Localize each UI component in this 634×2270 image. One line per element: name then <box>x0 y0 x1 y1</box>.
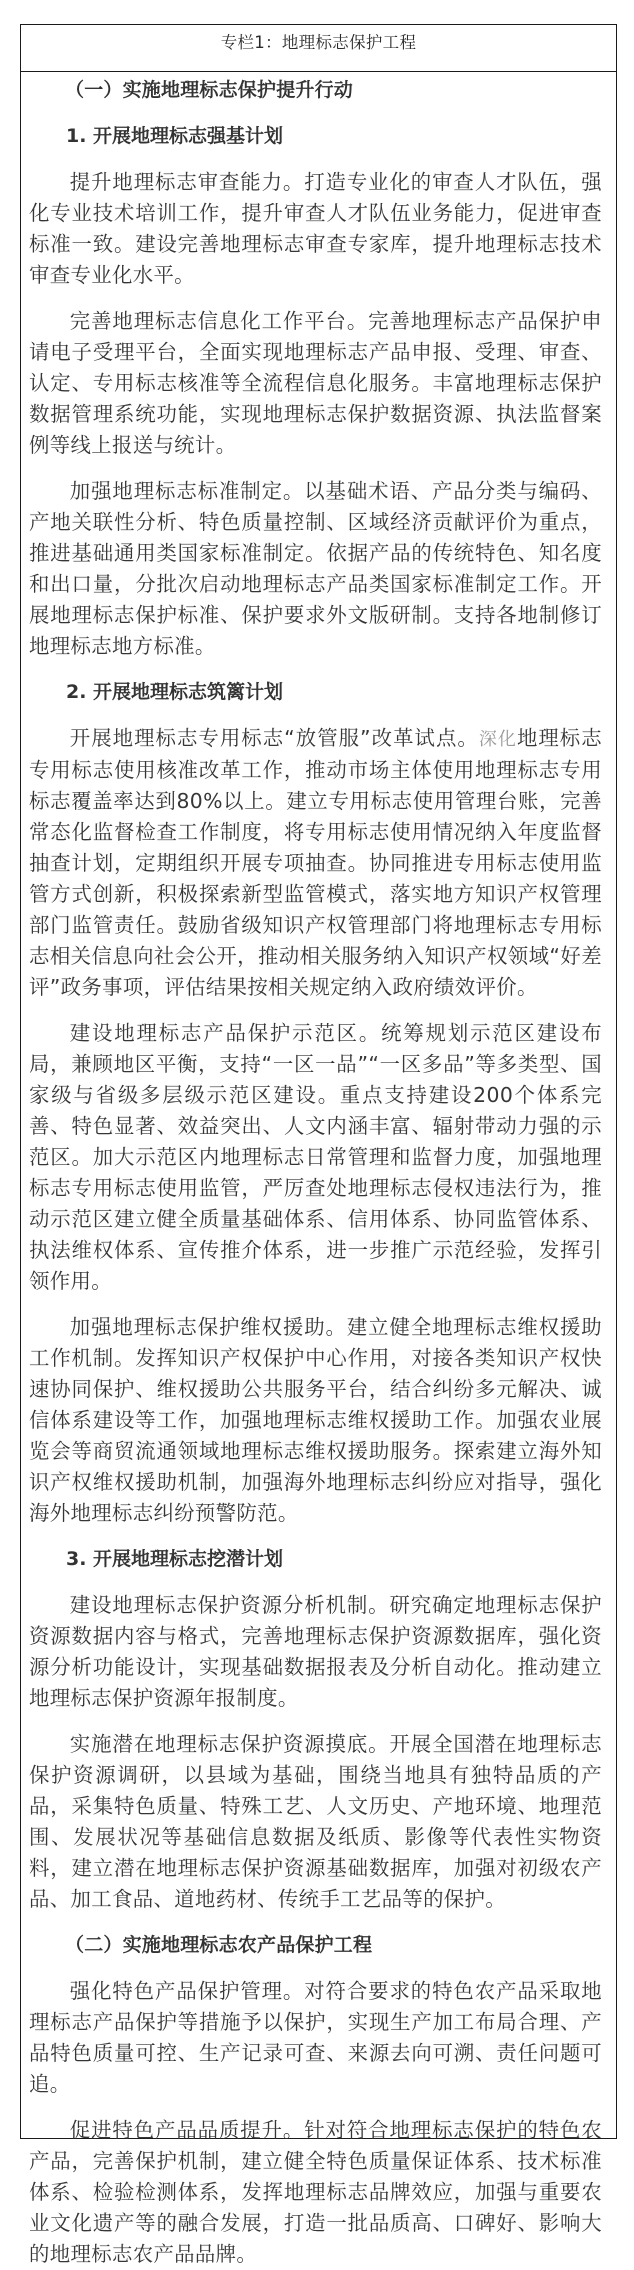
paragraph-reform-pilot <box>29 723 602 1003</box>
paragraph-resource-survey: 实施潜在地理标志保护资源摸底。开展全国潜在地理标志保护资源调研，以县域为基础，围绕当地具有独特品质的产品，采集特色质量、特殊工艺、人文历史、产地环境、地理范围、发展状况等基础信息数据及纸质、影像等代表性实物资料，建立潜在地理标志保护资源基础数据库，加强对初级农产品、加工食品、道地药材、传统手工艺品等的保护。 <box>29 1732 602 1911</box>
plan-heading-3: 3. 开展地理标志挖潜计划 <box>66 1548 284 1570</box>
box-body <box>21 72 616 2270</box>
paragraph-rights-assistance: 加强地理标志保护维权援助。建立健全地理标志维权援助工作机制。发挥知识产权保护中心作用，对接各类知识产权快速协同保护、维权援助公共服务平台，结合纠纷多元解决、诚信体系建设等工作，加强地理标志维权援助工作。加强农业展览会等商贸流通领域地理标志维权援助服务。探索建立海外知识产权维权援助机制，加强海外地理标志纠纷应对指导，强化海外地理标志纠纷预警防范。 <box>29 1315 602 1525</box>
box-header <box>21 25 616 72</box>
paragraph-product-protection: 强化特色产品保护管理。对符合要求的特色农产品采取地理标志产品保护等措施予以保护，实现生产加工布局合理、产品特色质量可控、生产记录可查、来源去向可溯、责任问题可追。 <box>29 1979 602 2096</box>
section-heading-2: （二）实施地理标志农产品保护工程 <box>65 1934 373 1956</box>
special-column-box <box>20 24 617 2266</box>
paragraph-resource-analysis: 建设地理标志保护资源分析机制。研究确定地理标志保护资源数据内容与格式，完善地理标志保护资源数据库，强化资源分析功能设计，实现基础数据报表及分析自动化。推动建立地理标志保护资源年报制度。 <box>29 1593 602 1710</box>
paragraph-demo-zones: 建设地理标志产品保护示范区。统筹规划示范区建设布局，兼顾地区平衡，支持“一区一品”“一区多品”等多类型、国家级与省级多层级示范区建设。重点支持建设200个体系完善、特色显著、效益突出、人文内涵丰富、辐射带动力强的示范区。加大示范区内地理标志日常管理和监督力度，加强地理标志专用标志使用监管，严厉查处地理标志侵权违法行为，推动示范区建立健全质量基础体系、信用体系、协同监管体系、执法维权体系、宣传推介体系，进一步推广示范经验，发挥引领作用。 <box>29 1021 602 1293</box>
box-title: 专栏1：地理标志保护工程 <box>220 33 417 52</box>
paragraph-text-before: 开展地理标志专用标志“放管服”改革试点。 <box>69 726 479 750</box>
paragraph-info-platform: 完善地理标志信息化工作平台。完善地理标志产品保护申请电子受理平台，全面实现地理标志产品申报、受理、审查、认定、专用标志核准等全流程信息化服务。丰富地理标志保护数据管理系统功能，实现地理标志保护数据资源、执法监督案例等线上报送与统计。 <box>29 309 602 457</box>
plan-heading-1: 1. 开展地理标志强基计划 <box>66 125 284 147</box>
paragraph-standards: 加强地理标志标准制定。以基础术语、产品分类与编码、产地关联性分析、特色质量控制、区域经济贡献评价为重点，推进基础通用类国家标准制定。依据产品的传统特色、知名度和出口量，分批次启动地理标志产品类国家标准制定工作。开展地理标志保护标准、保护要求外文版研制。支持各地制修订地理标志地方标准。 <box>29 479 602 658</box>
paragraph-text-after: 地理标志专用标志使用核准改革工作，推动市场主体使用地理标志专用标志覆盖率达到80%以上。建立专用标志使用管理台账，完善常态化监督检查工作制度，将专用标志使用情况纳入年度监督抽查计划，定期组织开展专项抽查。协同推进专用标志使用监管方式创新，积极探索新型监管模式，落实地方知识产权管理部门监管责任。鼓励省级知识产权管理部门将地理标志专用标志相关信息向社会公开，推动相关服务纳入知识产权领域“好差评”政务事项，评估结果按相关规定纳入政府绩效评价。 <box>29 726 602 999</box>
paragraph-review-capability: 提升地理标志审查能力。打造专业化的审查人才队伍，强化专业技术培训工作，提升审查人才队伍业务能力，促进审查标准一致。建设完善地理标志审查专家库，提升地理标志技术审查专业化水平。 <box>29 170 602 287</box>
faded-text: 深化 <box>478 729 517 750</box>
section-heading-1: （一）实施地理标志保护提升行动 <box>65 79 354 101</box>
paragraph-quality-improvement: 促进特色产品品质提升。针对符合地理标志保护的特色农产品，完善保护机制，建立健全特色质量保证体系、技术标准体系、检验检测体系，发挥地理标志品牌效应，加强与重要农业文化遗产等的融合发展，打造一批品质高、口碑好、影响大的地理标志农产品品牌。 <box>29 2118 602 2266</box>
plan-heading-2: 2. 开展地理标志筑篱计划 <box>66 681 284 703</box>
